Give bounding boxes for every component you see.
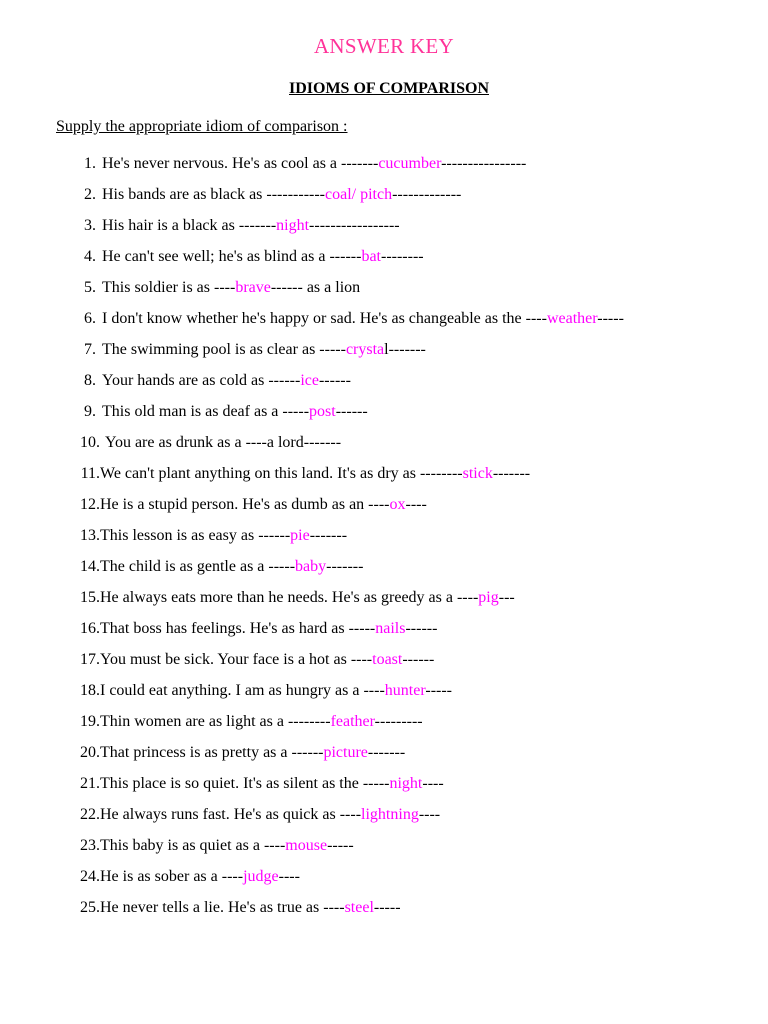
item-answer: post [309, 403, 336, 420]
item-number: 15. [80, 589, 100, 606]
page-subtitle: IDIOMS OF COMPARISON [289, 80, 489, 97]
item-number: 13. [80, 527, 100, 544]
item-answer: brave [235, 279, 271, 296]
item-text-after: ------ as a lion [270, 279, 361, 296]
item-answer: night [276, 217, 310, 234]
item-text-before: I don't know whether he's happy or sad. He's as changeable as the ---- [102, 310, 547, 327]
item-answer: feather [330, 713, 375, 730]
item-text-before: He is as sober as a ---- [100, 868, 244, 885]
item-answer: toast [372, 651, 403, 668]
item-text-after: ----- [373, 899, 401, 916]
item-text-before: You must be sick. Your face is a hot as ---- [100, 651, 373, 668]
item-number: 2. [84, 186, 96, 203]
item-answer: judge [243, 868, 279, 885]
item-text-before: That boss has feelings. He's as hard as ----- [100, 620, 376, 637]
item-text-after: ----- [327, 837, 354, 854]
item-number: 12. [80, 496, 100, 513]
item-text-before: He always eats more than he needs. He's as greedy as a ---- [100, 589, 479, 606]
item-text-after: ---- [405, 496, 427, 513]
item-answer: pie [290, 527, 310, 544]
item-number: 20. [80, 744, 100, 761]
item-number: 16. [80, 620, 100, 637]
item-number: 9. [84, 403, 96, 420]
item-text-before: He is a stupid person. He's as dumb as an ---- [100, 496, 390, 513]
item-text-before: He always runs fast. He's as quick as ---- [100, 806, 362, 823]
item-number: 17. [80, 651, 100, 668]
item-answer: steel [344, 899, 374, 916]
item-number: 25. [80, 899, 100, 916]
item-text-before: He's never nervous. He's as cool as a ------- [102, 155, 379, 172]
item-text-after: ------- [309, 527, 348, 544]
item-text-before: Thin women are as light as a -------- [100, 713, 331, 730]
item-number: 18. [80, 682, 100, 699]
item-number: 4. [84, 248, 96, 265]
item-text-after: ------- [367, 744, 406, 761]
item-text-before: This baby is as quiet as a ---- [100, 837, 286, 854]
item-text-after: -------- [380, 248, 424, 265]
item-number: 11. [80, 465, 100, 482]
item-text-after: --- [498, 589, 515, 606]
item-answer: bat [361, 248, 381, 265]
item-number: 1. [84, 155, 96, 172]
item-text-after: ------ [402, 651, 435, 668]
item-text-after: ----- [425, 682, 452, 699]
item-text-before: The swimming pool is as clear as ----- [102, 341, 346, 358]
item-answer: coal/ pitch [325, 186, 393, 203]
item-answer: ox [389, 496, 406, 513]
item-number: 8. [84, 372, 96, 389]
item-answer: night [389, 775, 423, 792]
item-text-after: ---- [422, 775, 444, 792]
item-text-before: Your hands are as cold as ------ [102, 372, 301, 389]
item-answer: nails [375, 620, 406, 637]
item-answer: baby [295, 558, 327, 575]
item-number: 19. [80, 713, 100, 730]
item-number: 5. [84, 279, 96, 296]
item-number: 14. [80, 558, 100, 575]
item-answer: picture [323, 744, 368, 761]
item-text-before: His bands are as black as ----------- [102, 186, 325, 203]
item-text-after: ------ [318, 372, 351, 389]
item-answer: hunter [384, 682, 426, 699]
item-text-before: That princess is as pretty as a ------ [100, 744, 324, 761]
item-text-before: I could eat anything. I am as hungry as a ---- [100, 682, 385, 699]
item-answer: cucumber [378, 155, 442, 172]
item-text-before: He never tells a lie. He's as true as ---- [100, 899, 345, 916]
item-answer: weather [546, 310, 598, 327]
item-text-after: ------- [326, 558, 364, 575]
item-answer: ice [300, 372, 319, 389]
item-text-before: He can't see well; he's as blind as a ------ [102, 248, 362, 265]
item-number: 3. [84, 217, 96, 234]
item-answer: pig [478, 589, 499, 606]
item-answer: lightning [361, 806, 419, 823]
item-number: 24. [80, 868, 100, 885]
item-text-before: You are as drunk as a ----a lord------- [105, 434, 342, 451]
item-text-before: This lesson is as easy as ------ [100, 527, 291, 544]
item-text-after: ------ [335, 403, 368, 420]
item-text-before: We can't plant anything on this land. It's as dry as -------- [100, 465, 463, 482]
item-text-after: --------- [374, 713, 423, 730]
item-number: 22. [80, 806, 100, 823]
item-text-after: ---- [418, 806, 441, 823]
item-text-after: ------- [492, 465, 531, 482]
item-text-after: ----------------- [309, 217, 400, 234]
item-text-after: ------ [405, 620, 438, 637]
item-text-after: ---- [278, 868, 300, 885]
item-text-before: The child is as gentle as a ----- [100, 558, 296, 575]
item-number: 7. [84, 341, 96, 358]
item-text-after: l------- [384, 341, 426, 358]
item-answer: crysta [345, 341, 385, 358]
item-number: 21. [80, 775, 100, 792]
page-title: ANSWER KEY [313, 34, 455, 58]
item-text-before: His hair is a black as ------- [102, 217, 277, 234]
item-text-after: ---------------- [441, 155, 527, 172]
item-answer: mouse [285, 837, 328, 854]
item-answer: stick [462, 465, 493, 482]
item-number: 6. [84, 310, 96, 327]
item-text-after: ------------- [392, 186, 462, 203]
item-text-after: ----- [597, 310, 624, 327]
item-text-before: This place is so quiet. It's as silent as the ----- [100, 775, 390, 792]
instruction-text: Supply the appropriate idiom of comparison : [56, 118, 348, 135]
item-number: 23. [80, 837, 100, 854]
item-text-before: This old man is as deaf as a ----- [102, 403, 310, 420]
item-text-before: This soldier is as ---- [102, 279, 236, 296]
item-number: 10. [80, 434, 100, 451]
